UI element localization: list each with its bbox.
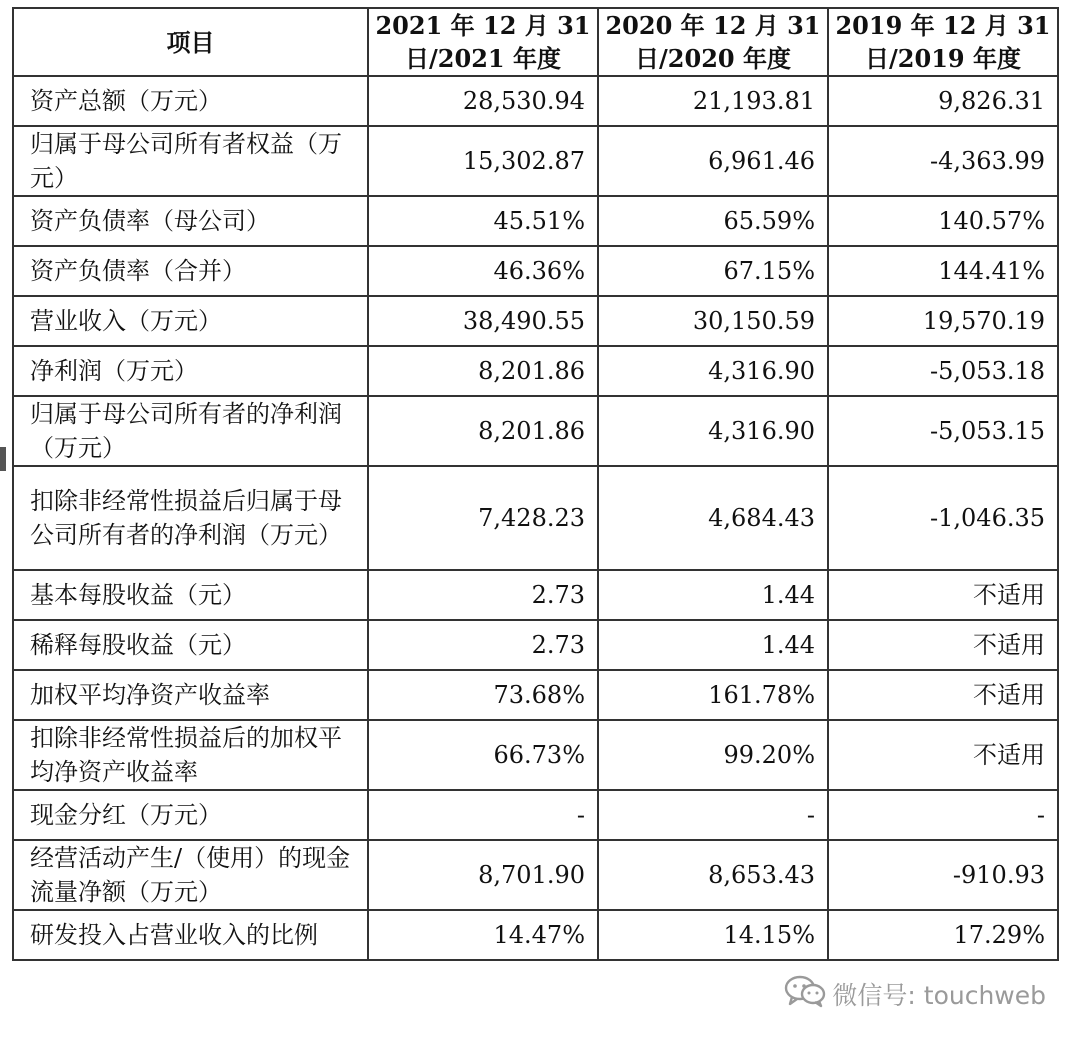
- value-cell: 14.47%: [368, 910, 598, 960]
- table-row: [13, 296, 1058, 346]
- table-row: [13, 126, 1058, 196]
- wechat-icon: [784, 974, 826, 1014]
- row-label-cell: 资产负债率（合并）: [13, 246, 368, 296]
- value-cell: 1.44: [598, 570, 828, 620]
- table-row: [13, 246, 1058, 296]
- value-cell: 28,530.94: [368, 76, 598, 126]
- value-cell: 不适用: [828, 720, 1058, 790]
- value-cell: 8,701.90: [368, 840, 598, 910]
- value-cell: -4,363.99: [828, 126, 1058, 196]
- table-body: [13, 76, 1058, 960]
- value-cell: 不适用: [828, 670, 1058, 720]
- row-label-cell: 研发投入占营业收入的比例: [13, 910, 368, 960]
- row-label-cell: 稀释每股收益（元）: [13, 620, 368, 670]
- value-cell: 30,150.59: [598, 296, 828, 346]
- row-label-cell: 归属于母公司所有者的净利润（万元）: [13, 396, 368, 466]
- financial-summary-table-container: [12, 7, 1057, 961]
- value-cell: -1,046.35: [828, 466, 1058, 570]
- table-row: [13, 620, 1058, 670]
- header-line: 2019 年 12 月 31: [835, 11, 1051, 40]
- value-cell: 15,302.87: [368, 126, 598, 196]
- value-cell: 8,201.86: [368, 346, 598, 396]
- header-line: 2021 年 12 月 31: [375, 11, 591, 40]
- value-cell: -910.93: [828, 840, 1058, 910]
- value-cell: 4,316.90: [598, 346, 828, 396]
- table-row: [13, 196, 1058, 246]
- table-row: [13, 570, 1058, 620]
- table-row: [13, 346, 1058, 396]
- value-cell: 4,316.90: [598, 396, 828, 466]
- header-cell-2019: [828, 8, 1058, 76]
- value-cell: 140.57%: [828, 196, 1058, 246]
- row-label-cell: 经营活动产生/（使用）的现金流量净额（万元）: [13, 840, 368, 910]
- value-cell: -: [828, 790, 1058, 840]
- header-line: 2020 年 12 月 31: [605, 11, 821, 40]
- header-line: 日/2019 年度: [865, 44, 1021, 73]
- row-label-cell: 营业收入（万元）: [13, 296, 368, 346]
- value-cell: 144.41%: [828, 246, 1058, 296]
- value-cell: 8,201.86: [368, 396, 598, 466]
- value-cell: 66.73%: [368, 720, 598, 790]
- table-row: [13, 466, 1058, 570]
- row-label-cell: 净利润（万元）: [13, 346, 368, 396]
- value-cell: 2.73: [368, 620, 598, 670]
- value-cell: -5,053.18: [828, 346, 1058, 396]
- row-label-cell: 资产总额（万元）: [13, 76, 368, 126]
- header-line: 项目: [166, 27, 215, 57]
- value-cell: 19,570.19: [828, 296, 1058, 346]
- table-row: [13, 76, 1058, 126]
- value-cell: -5,053.15: [828, 396, 1058, 466]
- value-cell: 7,428.23: [368, 466, 598, 570]
- value-cell: 6,961.46: [598, 126, 828, 196]
- value-cell: 4,684.43: [598, 466, 828, 570]
- row-label-cell: 扣除非经常性损益后归属于母公司所有者的净利润（万元）: [13, 466, 368, 570]
- watermark-text: 微信号: touchweb: [832, 981, 1046, 1010]
- side-edge-mark: [0, 447, 6, 471]
- header-line: 日/2020 年度: [635, 44, 791, 73]
- header-line: 日/2021 年度: [405, 44, 561, 73]
- table-header-row: [13, 8, 1058, 76]
- wechat-watermark: [784, 974, 1046, 1014]
- table-row: [13, 670, 1058, 720]
- value-cell: 1.44: [598, 620, 828, 670]
- row-label-cell: 现金分红（万元）: [13, 790, 368, 840]
- value-cell: 45.51%: [368, 196, 598, 246]
- value-cell: 14.15%: [598, 910, 828, 960]
- value-cell: 21,193.81: [598, 76, 828, 126]
- value-cell: 8,653.43: [598, 840, 828, 910]
- value-cell: 2.73: [368, 570, 598, 620]
- header-cell-2020: [598, 8, 828, 76]
- row-label-cell: 资产负债率（母公司）: [13, 196, 368, 246]
- financial-summary-table: [12, 7, 1059, 961]
- value-cell: 38,490.55: [368, 296, 598, 346]
- value-cell: 9,826.31: [828, 76, 1058, 126]
- value-cell: 不适用: [828, 570, 1058, 620]
- value-cell: 73.68%: [368, 670, 598, 720]
- value-cell: 67.15%: [598, 246, 828, 296]
- value-cell: -: [598, 790, 828, 840]
- table-row: [13, 720, 1058, 790]
- value-cell: 161.78%: [598, 670, 828, 720]
- row-label-cell: 归属于母公司所有者权益（万元）: [13, 126, 368, 196]
- table-row: [13, 840, 1058, 910]
- row-label-cell: 基本每股收益（元）: [13, 570, 368, 620]
- value-cell: 46.36%: [368, 246, 598, 296]
- value-cell: 99.20%: [598, 720, 828, 790]
- row-label-cell: 扣除非经常性损益后的加权平均净资产收益率: [13, 720, 368, 790]
- value-cell: 不适用: [828, 620, 1058, 670]
- header-cell-2021: [368, 8, 598, 76]
- value-cell: 65.59%: [598, 196, 828, 246]
- row-label-cell: 加权平均净资产收益率: [13, 670, 368, 720]
- value-cell: 17.29%: [828, 910, 1058, 960]
- header-cell-item: [13, 8, 368, 76]
- value-cell: -: [368, 790, 598, 840]
- table-row: [13, 790, 1058, 840]
- table-row: [13, 910, 1058, 960]
- table-row: [13, 396, 1058, 466]
